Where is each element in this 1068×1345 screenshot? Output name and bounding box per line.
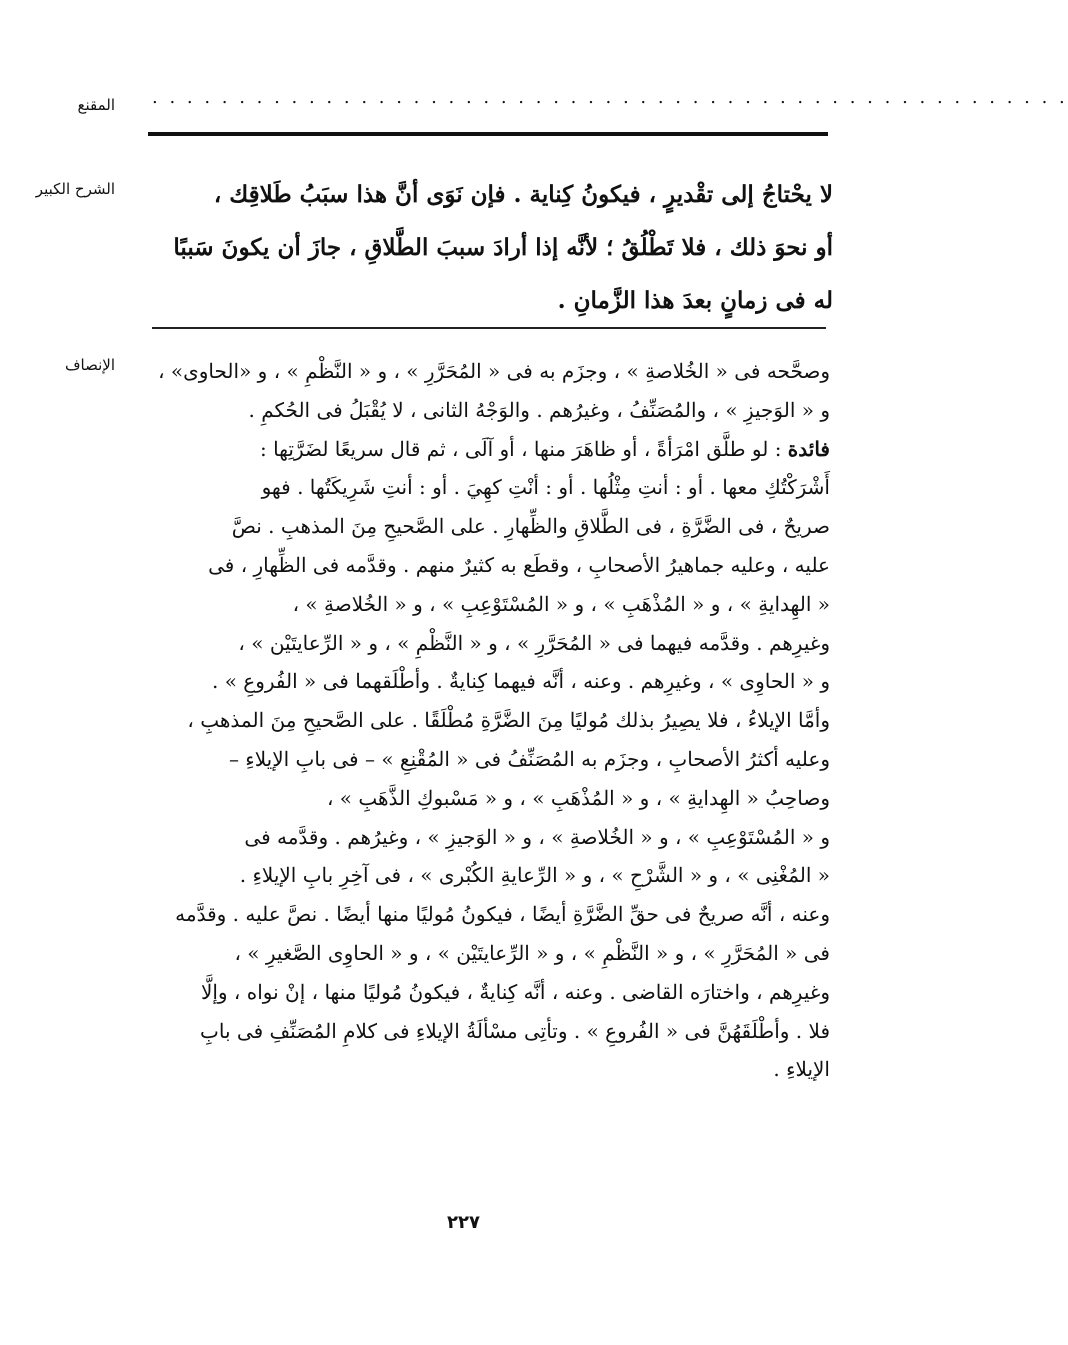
insaf-line: وصاحِبُ « الهِدايةِ » ، و « المُذْهَبِ » ، و « مَسْبوكِ الذَّهَبِ » ، — [326, 785, 830, 810]
insaf-line: وعنه ، أنَّه صريحٌ فى حقِّ الضَّرَّةِ أيضًا ، فيكونُ مُوليًا منها أيضًا . نصَّ عليه . وقدَّمه — [175, 902, 830, 927]
insaf-line: فلا . وأطْلَقَهُنَّ فى « الفُروعِ » . وتأتِى مسْألَةُ الإيلاءِ فى كلامِ المُصَنِّفِ فى بابِ — [200, 1018, 830, 1043]
sharh-line: لا يحْتاجُ إلى تقْديرٍ ، فيكونُ كِناية . فإن نَوَى أنَّ هذا سبَبُ طَلاقِك ، — [213, 181, 833, 208]
page-number: ٢٢٧ — [447, 1212, 480, 1233]
running-header-label: المقنع — [77, 96, 115, 114]
insaf-section-label: الإنصاف — [64, 356, 115, 374]
insaf-line: وغيرِهم . وقدَّمه فيهما فى « المُحَرَّرِ » ، و « النَّظْمِ » ، و « الرِّعايتَيْن » ، — [238, 630, 830, 655]
insaf-line: « المُغْنِى » ، و « الشَّرْحِ » ، و « الرِّعايةِ الكُبْرى » ، فى آخِرِ بابِ الإيلاءِ . — [239, 863, 830, 888]
insaf-line: فائدة : لو طلَّق امْرَأةً ، أو ظاهَرَ منها ، أو آلَى ، ثم قال سريعًا لضَرَّتِها : — [259, 436, 830, 461]
insaf-line: « الهِدايةِ » ، و « المُذْهَبِ » ، و « المُسْتَوْعِبِ » ، و « الخُلاصةِ » ، — [292, 591, 830, 616]
insaf-line: وأمَّا الإيلاءُ ، فلا يصِيرُ بذلك مُوليًا مِنَ الضَّرَّةِ مُطْلَقًا . على الصَّحيحِ مِنَ المذهبِ ، — [187, 708, 830, 733]
sharh-line: له فى زمانٍ بعدَ هذا الزَّمانِ . — [557, 287, 833, 314]
insaf-line: فى « المُحَرَّرِ » ، و « النَّظْمِ » ، و « الرِّعايتَيْن » ، و « الحاوِى الصَّغيرِ » ، — [234, 940, 830, 965]
sharh-section-label: الشرح الكبير — [35, 180, 115, 198]
insaf-line: عليه ، وعليه جماهيرُ الأصحابِ ، وقطَع به كثيرٌ منهم . وقدَّمه فى الظِّهارِ ، فى — [208, 552, 830, 577]
header-dotted-line: . . . . . . . . . . . . . . . . . . . . . . . . . . . . . . . . . . . . . . . . . . . . . . . . . . . . . — [152, 87, 1068, 108]
insaf-line: أَشْرَكْتُكِ معها . أو : أنتِ مِثْلُها . أو : أنْتِ كهِيَ . أو : أنتِ شَرِيكَتُها . فهو — [261, 475, 830, 500]
insaf-line: و « الحاوِى » ، وغيرِهم . وعنه ، أنَّه فيهما كِنايةٌ . وأطْلَقهما فى « الفُروعِ » . — [211, 669, 830, 694]
faida-keyword: فائدة — [787, 436, 830, 461]
header-rule — [148, 132, 828, 136]
insaf-line: الإيلاءِ . — [773, 1057, 830, 1082]
insaf-line: صريحٌ ، فى الضَّرَّةِ ، فى الطَّلاقِ والظِّهارِ . على الصَّحيحِ مِنَ المذهبِ . نصَّ — [231, 514, 830, 539]
sharh-text-block — [148, 168, 833, 327]
section-divider — [152, 327, 826, 329]
insaf-line: وغيرِهم ، واختارَه القاضى . وعنه ، أنَّه كِنايةٌ ، فيكونُ مُوليًا منها ، إنْ نواه ، وإلَّا — [200, 979, 830, 1004]
sharh-line: أو نحوَ ذلك ، فلا تَطْلُقُ ؛ لأنَّه إذا أرادَ سببَ الطَّلاقِ ، جازَ أن يكونَ سَببًا — [173, 234, 833, 261]
insaf-text-block — [150, 352, 830, 1089]
insaf-line: وصحَّحه فى « الخُلاصةِ » ، وجزَم به فى « المُحَرَّرِ » ، و « النَّظْمِ » ، و «الحاوى» ، — [158, 359, 830, 383]
insaf-line: وعليه أكثرُ الأصحابِ ، وجزَم به المُصَنِّفُ فى « المُقْنِعِ » – فى بابِ الإيلاءِ – — [228, 746, 830, 771]
insaf-line: و « الوَجيزِ » ، والمُصَنِّفُ ، وغيرُهم . والوَجْهُ الثانى ، لا يُقْبَلُ فى الحُكمِ . — [248, 397, 830, 422]
insaf-line: و « المُسْتَوْعِبِ » ، و « الخُلاصةِ » ، و « الوَجيزِ » ، وغيرُهم . وقدَّمه فى — [244, 824, 830, 849]
